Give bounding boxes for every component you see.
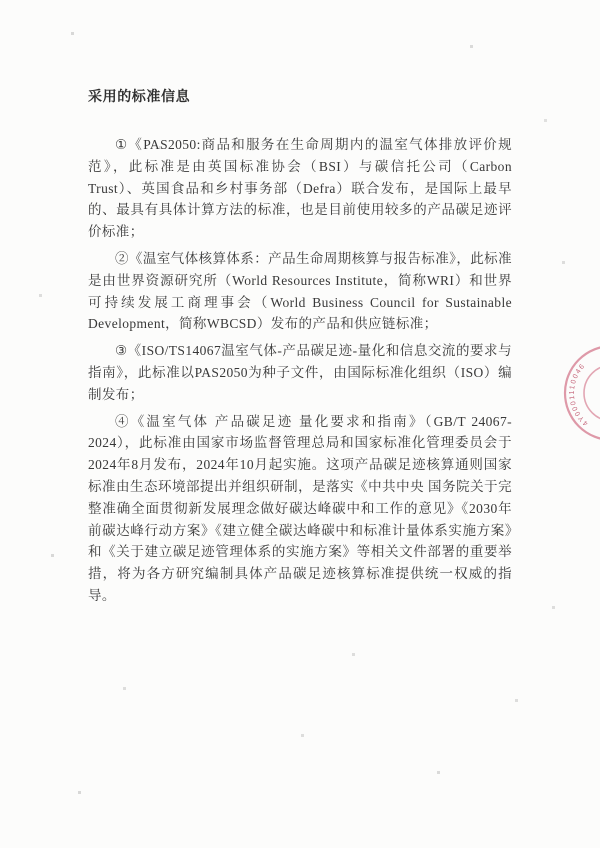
paragraph-standard-iso-ts14067: ③《ISO/TS14067温室气体-产品碳足迹-量化和信息交流的要求与指南》，此标准以PAS2050为种子文件，由国际标准化组织（ISO）编制发布； [88, 343, 512, 402]
paragraph-standard-pas2050: ①《PAS2050:商品和服务在生命周期内的温室气体排放评价规范》，此标准是由英国标准协会（BSI）与碳信托公司（Carbon Trust）、英国食品和乡村事务部（Defra）联合发布，是国际上最早的、最具有具体计算方法的标准，也是目前使用较多的产品碳足迹评价标准； [88, 137, 512, 240]
scan-noise [0, 0, 1, 1]
stamp-number: 4Y0001110046 [568, 362, 590, 427]
paragraph-standard-ghg-protocol: ②《温室气体核算体系：产品生命周期核算与报告标准》，此标准是由世界资源研究所（World Resources Institute，简称WRI）和世界可持续发展工商理事会（World Business Council for Sustainable Development，简称WBCSD）发布的产品和供应链标准； [88, 250, 512, 332]
document-body [88, 86, 512, 612]
stamp-inner-arc [584, 365, 600, 421]
paragraph-standard-gbt-24067: ④《温室气体 产品碳足迹 量化要求和指南》（GB/T 24067-2024），此标准由国家市场监督管理总局和国家标准化管理委员会于2024年8月发布，2024年10月起实施。这项产品碳足迹核算通则国家标准由生态环境部提出并组织研制，是落实《中共中央 国务院关于完整准确全面贯彻新发展理念做好碳达峰碳中和工作的意见》《2030年前碳达峰行动方案》《建立健全碳达峰碳中和标准计量体系实施方案》和《关于建立碳足迹管理体系的实施方案》等相关文件部署的重要举措，将为各方研究编制具体产品碳足迹核算标准提供统一权威的指导。 [88, 413, 512, 603]
document-title: 采用的标准信息 [88, 90, 191, 105]
red-seal-stamp [552, 342, 600, 446]
